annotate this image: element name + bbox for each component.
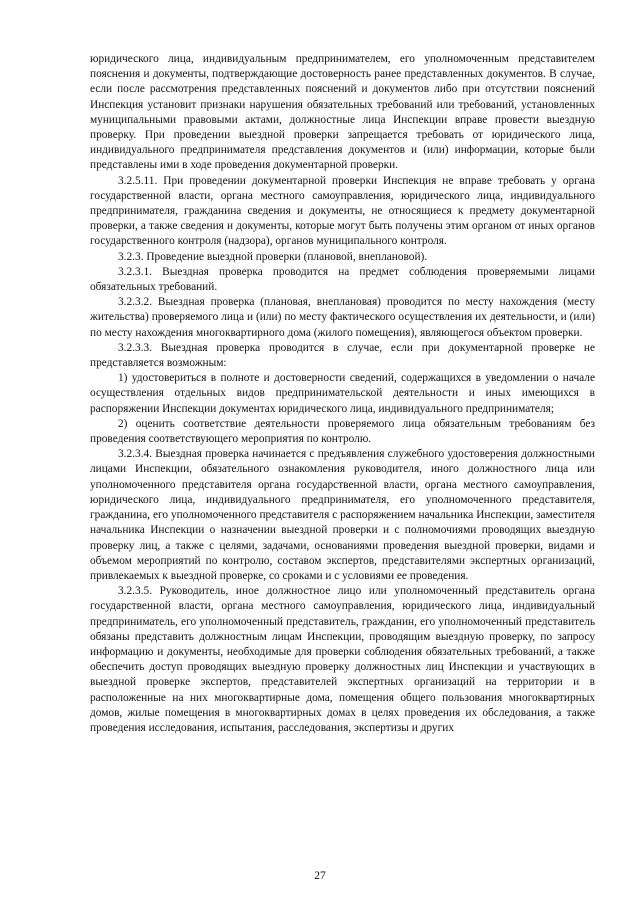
paragraph: 1) удостовериться в полноте и достоверности сведений, содержащихся в уведомлении о начале осуществления отдельных видов предпринимательской деятельности и иных имеющихся в распоряжении Инспекции документах юридического лица, индивидуального предпринимателя; [90, 372, 595, 415]
paragraph: 3.2.3.3. Выездная проверка проводится в случае, если при документарной проверке не представляется возможным: [90, 341, 595, 370]
paragraph: юридического лица, индивидуальным предпринимателем, его уполномоченным представителем пояснения и документы, подтверждающие достоверность ранее представленных документов. В случае, если после рассмотрения представленных пояснений и документов либо при отсутствии пояснений Инспекция установит признаки нарушения обязательных требований или требований, установленных муниципальными правовыми актами, должностные лица Инспекции вправе провести выездную проверку. При проведении выездной проверки запрещается требовать от юридического лица, индивидуального предпринимателя представления документов и (или) информации, которые были представлены ими в ходе проведения документарной проверки. [90, 53, 595, 172]
paragraph: 3.2.3.5. Руководитель, иное должностное лицо или уполномоченный представитель органа государственной власти, органа местного самоуправления, юридического лица, индивидуальный предприниматель, его уполномоченный представитель, гражданин, его уполномоченный представитель обязаны представить должностным лицам Инспекции, проводящим выездную проверку, по запросу информацию и документы, необходимые для проверки соблюдения обязательных требований, а также обеспечить доступ проводящих выездную проверку должностных лиц Инспекции и участвующих в выездной проверке экспертов, представителей экспертных организаций на территории и в расположенные на них многоквартирные дома, помещения общего пользования многоквартирных домов, жилые помещения в многоквартирных домах в целях проведения их обследования, а также проведения исследования, испытания, расследования, экспертизы и других [90, 585, 595, 734]
document-body [90, 52, 595, 736]
paragraph: 3.2.3.1. Выездная проверка проводится на предмет соблюдения проверяемыми лицами обязательных требований. [90, 265, 595, 294]
page-number: 27 [314, 870, 326, 882]
paragraph: 3.2.3. Проведение выездной проверки (плановой, внеплановой). [118, 250, 428, 263]
paragraph: 3.2.3.2. Выездная проверка (плановая, внеплановая) проводится по месту нахождения (месту жительства) проверяемого лица и (или) по месту фактического осуществления их деятельности, и (или) по месту нахождения многоквартирного дома (жилого помещения), являющегося объектом проверки. [90, 296, 595, 339]
paragraph: 3.2.5.11. При проведении документарной проверки Инспекция не вправе требовать у органа государственной власти, органа местного самоуправления, юридического лица, индивидуального предпринимателя, гражданина сведения и документы, не относящиеся к предмету документарной проверки, а также сведения и документы, которые могут быть получены этим органом от иных органов государственного контроля (надзора), органов муниципального контроля. [90, 174, 595, 248]
paragraph: 2) оценить соответствие деятельности проверяемого лица обязательным требованиям без проведения соответствующего мероприятия по контролю. [90, 417, 595, 446]
paragraph: 3.2.3.4. Выездная проверка начинается с предъявления служебного удостоверения должностными лицами Инспекции, обязательного ознакомления руководителя, иного должностного лица или уполномоченного представителя органа государственной власти, органа местного самоуправления, юридического лица, индивидуального предпринимателя, его уполномоченного представителя, гражданина, его уполномоченного представителя с распоряжением начальника Инспекции, заместителя начальника Инспекции о назначении выездной проверки и с полномочиями проводящих выездную проверку лиц, а также с целями, задачами, основаниями проведения выездной проверки, видами и объемом мероприятий по контролю, составом экспертов, представителями экспертных организаций, привлекаемых к выездной проверке, со сроками и с условиями ее проведения. [90, 448, 595, 582]
